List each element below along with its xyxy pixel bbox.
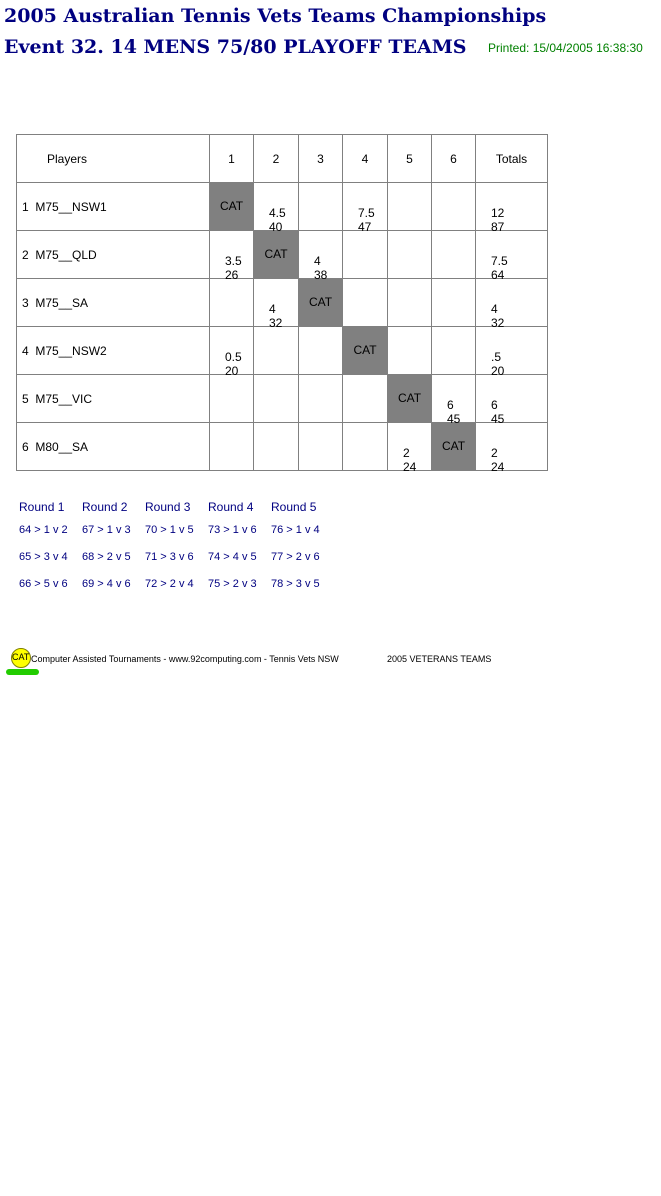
cat-cell: CAT	[254, 231, 299, 279]
results-grid	[16, 134, 548, 474]
total-games: 20	[491, 364, 505, 378]
col-header-1: 1	[210, 135, 254, 183]
player-row	[17, 183, 548, 231]
cat-cell: CAT	[432, 423, 476, 471]
footer-event: 2005 VETERANS TEAMS	[387, 654, 492, 664]
score-cell	[343, 183, 388, 234]
round-match: 70 > 1 v 5	[145, 524, 194, 536]
total-cell	[476, 231, 548, 282]
score-cell	[432, 183, 476, 231]
cat-cell: CAT	[388, 375, 432, 423]
score-games: 45	[447, 412, 461, 426]
score-cell	[388, 183, 432, 231]
player-name: 5 M75__VIC	[17, 375, 210, 423]
player-name: 2 M75__QLD	[17, 231, 210, 279]
score-cell	[210, 327, 254, 378]
round-header: Round 4	[208, 500, 254, 514]
round-header: Round 1	[19, 500, 65, 514]
round-match: 71 > 3 v 6	[145, 551, 194, 563]
score-cell	[210, 423, 254, 471]
score-cell	[299, 375, 343, 423]
score-cell	[254, 375, 299, 423]
player-name: 3 M75__SA	[17, 279, 210, 327]
score-points: 0.5	[225, 350, 242, 364]
round-column	[19, 500, 82, 590]
score-games: 40	[269, 220, 283, 234]
totals-header: Totals	[476, 135, 548, 183]
score-cell	[388, 327, 432, 375]
score-points: 3.5	[225, 254, 242, 268]
round-match: 76 > 1 v 4	[271, 524, 320, 536]
total-points: 4	[491, 302, 498, 316]
round-column	[145, 500, 208, 590]
score-cell	[299, 183, 343, 231]
total-games: 64	[491, 268, 505, 282]
cat-cell: CAT	[210, 183, 254, 231]
score-cell	[254, 183, 299, 234]
total-points: 12	[491, 206, 505, 220]
round-match: 66 > 5 v 6	[19, 578, 68, 590]
score-games: 47	[358, 220, 372, 234]
score-cell	[254, 279, 299, 330]
footer	[8, 648, 508, 678]
total-games: 32	[491, 316, 505, 330]
footer-credit[interactable]: Computer Assisted Tournaments - www.92computing.com - Tennis Vets NSW	[31, 654, 339, 664]
total-cell	[476, 279, 548, 330]
score-cell	[388, 231, 432, 279]
player-name: 4 M75__NSW2	[17, 327, 210, 375]
col-header-2: 2	[254, 135, 299, 183]
score-cell	[299, 327, 343, 375]
player-row	[17, 279, 548, 327]
total-games: 24	[491, 460, 505, 474]
score-games: 38	[314, 268, 328, 282]
cat-cell: CAT	[299, 279, 343, 327]
col-header-3: 3	[299, 135, 343, 183]
score-cell	[343, 231, 388, 279]
score-points: 4	[269, 302, 276, 316]
score-cell	[299, 231, 343, 282]
score-cell	[432, 279, 476, 327]
score-cell	[388, 279, 432, 327]
score-cell	[432, 375, 476, 426]
player-name: 6 M80__SA	[17, 423, 210, 471]
score-cell	[343, 375, 388, 423]
score-points: 4	[314, 254, 321, 268]
total-cell	[476, 375, 548, 426]
player-row	[17, 423, 548, 471]
round-match: 65 > 3 v 4	[19, 551, 68, 563]
round-match: 64 > 1 v 2	[19, 524, 68, 536]
score-cell	[343, 279, 388, 327]
score-games: 32	[269, 316, 283, 330]
round-header: Round 2	[82, 500, 128, 514]
logo-text: CAT	[12, 652, 30, 662]
score-points: 6	[447, 398, 454, 412]
total-cell	[476, 423, 548, 474]
total-points: 2	[491, 446, 498, 460]
round-match: 69 > 4 v 6	[82, 578, 131, 590]
page-title: 2005 Australian Tennis Vets Teams Championships	[4, 5, 547, 27]
round-match: 67 > 1 v 3	[82, 524, 131, 536]
round-match: 72 > 2 v 4	[145, 578, 194, 590]
total-cell	[476, 327, 548, 378]
score-points: 2	[403, 446, 410, 460]
score-games: 24	[403, 460, 417, 474]
cat-cell: CAT	[343, 327, 388, 375]
round-column	[82, 500, 145, 590]
score-cell	[432, 231, 476, 279]
total-points: 7.5	[491, 254, 508, 268]
score-points: 7.5	[358, 206, 375, 220]
total-points: .5	[491, 350, 502, 364]
total-points: 6	[491, 398, 498, 412]
total-cell	[476, 183, 548, 234]
score-cell	[299, 423, 343, 471]
round-match: 74 > 4 v 5	[208, 551, 257, 563]
col-header-5: 5	[388, 135, 432, 183]
score-games: 26	[225, 268, 239, 282]
col-header-6: 6	[432, 135, 476, 183]
score-points: 4.5	[269, 206, 286, 220]
round-match: 68 > 2 v 5	[82, 551, 131, 563]
round-column	[208, 500, 271, 590]
total-games: 45	[491, 412, 505, 426]
round-match: 73 > 1 v 6	[208, 524, 257, 536]
score-cell	[343, 423, 388, 471]
players-header: Players	[17, 135, 210, 183]
score-cell	[388, 423, 432, 474]
score-cell	[254, 327, 299, 375]
player-row	[17, 327, 548, 375]
score-cell	[210, 375, 254, 423]
printed-timestamp: Printed: 15/04/2005 16:38:30	[488, 41, 643, 55]
logo-green-bar	[6, 669, 39, 675]
round-header: Round 3	[145, 500, 191, 514]
score-cell	[254, 423, 299, 471]
total-games: 87	[491, 220, 505, 234]
round-match: 77 > 2 v 6	[271, 551, 320, 563]
round-column	[271, 500, 334, 590]
round-match: 78 > 3 v 5	[271, 578, 320, 590]
event-title: Event 32. 14 MENS 75/80 PLAYOFF TEAMS	[4, 36, 467, 58]
grid-header-row	[17, 135, 548, 183]
score-cell	[432, 327, 476, 375]
score-cell	[210, 279, 254, 327]
round-header: Round 5	[271, 500, 317, 514]
col-header-4: 4	[343, 135, 388, 183]
score-cell	[210, 231, 254, 282]
player-name: 1 M75__NSW1	[17, 183, 210, 231]
score-games: 20	[225, 364, 239, 378]
player-row	[17, 375, 548, 423]
round-match: 75 > 2 v 3	[208, 578, 257, 590]
player-row	[17, 231, 548, 279]
